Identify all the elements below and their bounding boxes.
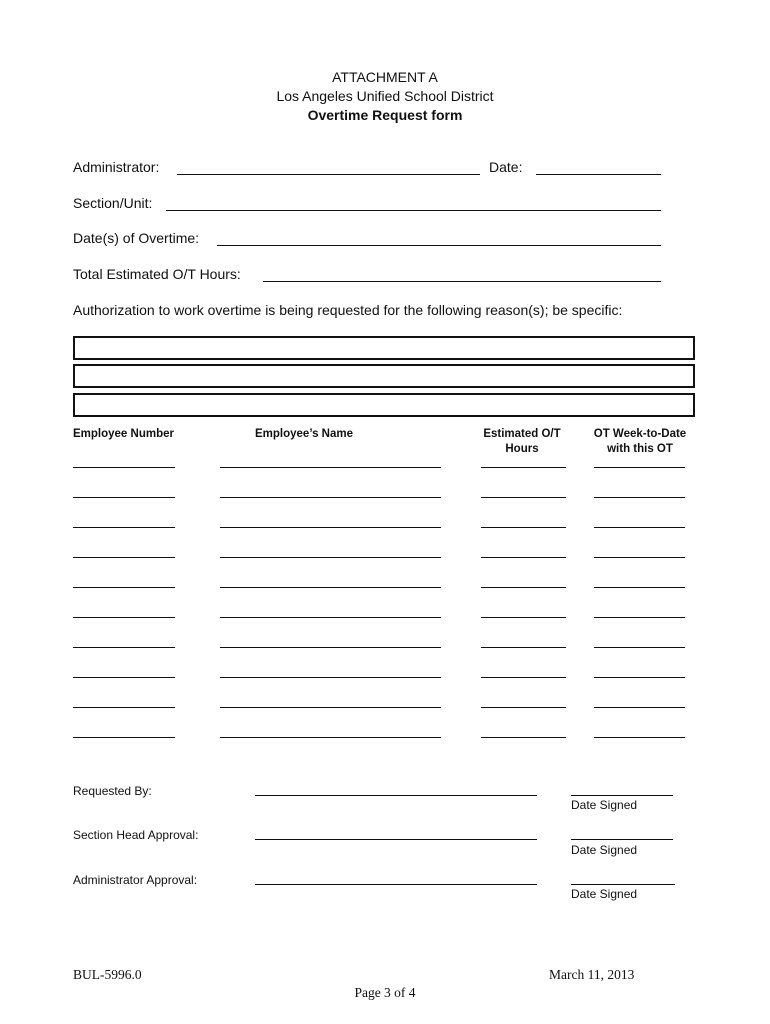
estimated-hours-field[interactable]	[481, 647, 566, 648]
estimated-hours-field[interactable]	[481, 617, 566, 618]
employee-name-field[interactable]	[220, 737, 441, 738]
employee-name-field[interactable]	[220, 617, 441, 618]
employee-number-field[interactable]	[73, 617, 175, 618]
employee-number-field[interactable]	[73, 587, 175, 588]
employee-number-field[interactable]	[73, 707, 175, 708]
employee-name-field[interactable]	[220, 647, 441, 648]
reason-box-1[interactable]	[73, 336, 695, 360]
col-employee-name: Employee’s Name	[255, 428, 354, 440]
requested-by-label: Requested By:	[73, 784, 152, 798]
estimated-hours-field[interactable]	[481, 587, 566, 588]
district-name: Los Angeles Unified School District	[276, 88, 494, 104]
date-field[interactable]	[536, 174, 661, 175]
employee-name-field[interactable]	[220, 587, 441, 588]
employee-number-field[interactable]	[73, 737, 175, 738]
employee-number-field[interactable]	[73, 677, 175, 678]
administrator-approval-label: Administrator Approval:	[73, 873, 198, 887]
estimated-hours-field[interactable]	[481, 737, 566, 738]
employee-name-field[interactable]	[220, 707, 441, 708]
total-hours-label: Total Estimated O/T Hours:	[73, 266, 241, 282]
administrator-approval-date-field[interactable]	[571, 884, 675, 885]
section-head-signature-field[interactable]	[255, 839, 537, 840]
employee-number-field[interactable]	[73, 497, 175, 498]
week-to-date-field[interactable]	[594, 587, 685, 588]
attachment-heading: ATTACHMENT A	[332, 69, 438, 85]
week-to-date-field[interactable]	[594, 557, 685, 558]
week-to-date-field[interactable]	[594, 647, 685, 648]
employee-number-field[interactable]	[73, 467, 175, 468]
requested-by-date-signed-label: Date Signed	[571, 798, 638, 812]
week-to-date-field[interactable]	[594, 707, 685, 708]
section-head-date-signed-label: Date Signed	[571, 843, 638, 857]
date-label: Date:	[489, 159, 523, 175]
col-estimated-hours-line1: Estimated O/T	[483, 428, 561, 440]
col-estimated-hours-line2: Hours	[505, 443, 539, 455]
estimated-hours-field[interactable]	[481, 557, 566, 558]
administrator-field[interactable]	[177, 174, 480, 175]
page-number: Page 3 of 4	[354, 985, 416, 1000]
dates-of-overtime-field[interactable]	[217, 245, 661, 246]
week-to-date-field[interactable]	[594, 467, 685, 468]
col-estimated-hours	[472, 427, 572, 457]
administrator-approval-date-signed-label: Date Signed	[571, 887, 638, 901]
dates-of-overtime-label: Date(s) of Overtime:	[73, 230, 200, 246]
section-head-label: Section Head Approval:	[73, 828, 199, 842]
week-to-date-field[interactable]	[594, 617, 685, 618]
estimated-hours-field[interactable]	[481, 467, 566, 468]
total-hours-field[interactable]	[263, 281, 661, 282]
section-unit-field[interactable]	[166, 210, 661, 211]
reason-box-2[interactable]	[73, 364, 695, 388]
estimated-hours-field[interactable]	[481, 497, 566, 498]
requested-by-signature-field[interactable]	[255, 795, 537, 796]
col-week-to-date	[580, 427, 700, 457]
employee-name-field[interactable]	[220, 527, 441, 528]
doc-number: BUL-5996.0	[73, 967, 142, 982]
administrator-label: Administrator:	[73, 159, 160, 175]
estimated-hours-field[interactable]	[481, 677, 566, 678]
administrator-approval-signature-field[interactable]	[255, 884, 537, 885]
reason-prompt: Authorization to work overtime is being requested for the following reason(s); be specific:	[73, 302, 623, 318]
employee-number-field[interactable]	[73, 527, 175, 528]
employee-number-field[interactable]	[73, 557, 175, 558]
employee-number-field[interactable]	[73, 647, 175, 648]
col-week-to-date-line1: OT Week-to-Date	[593, 428, 687, 440]
employee-name-field[interactable]	[220, 467, 441, 468]
employee-name-field[interactable]	[220, 497, 441, 498]
col-week-to-date-line2: with this OT	[607, 443, 673, 455]
form-title: Overtime Request form	[307, 107, 463, 123]
estimated-hours-field[interactable]	[481, 707, 566, 708]
week-to-date-field[interactable]	[594, 737, 685, 738]
reason-box-3[interactable]	[73, 393, 695, 417]
section-head-date-field[interactable]	[571, 839, 673, 840]
week-to-date-field[interactable]	[594, 527, 685, 528]
week-to-date-field[interactable]	[594, 677, 685, 678]
section-unit-label: Section/Unit:	[73, 195, 153, 211]
employee-name-field[interactable]	[220, 677, 441, 678]
employee-name-field[interactable]	[220, 557, 441, 558]
col-employee-number: Employee Number	[73, 428, 174, 440]
estimated-hours-field[interactable]	[481, 527, 566, 528]
requested-by-date-field[interactable]	[571, 795, 673, 796]
footer-date: March 11, 2013	[549, 967, 635, 982]
week-to-date-field[interactable]	[594, 497, 685, 498]
